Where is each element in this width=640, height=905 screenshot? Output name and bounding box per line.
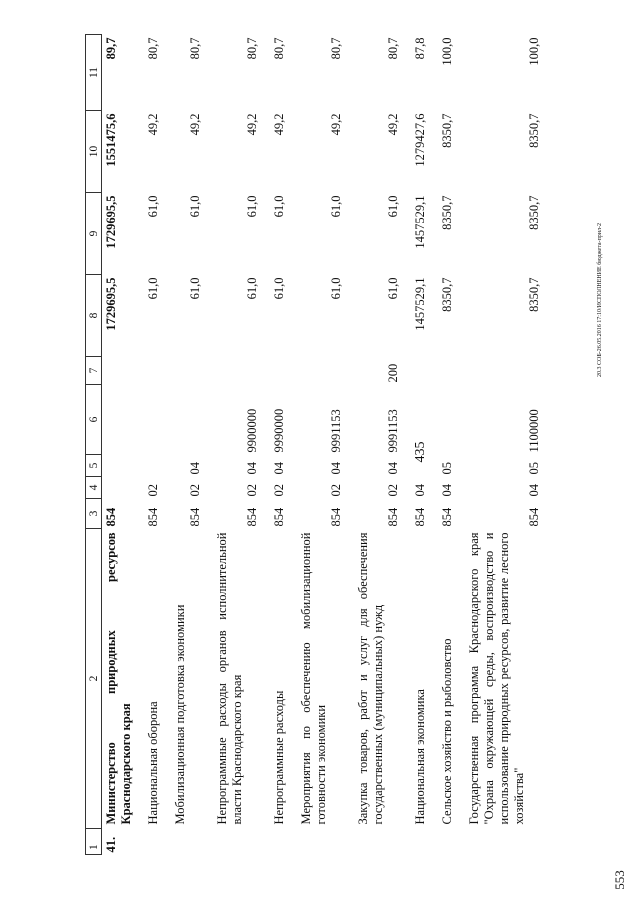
cell-subsection: 05: [527, 462, 541, 475]
cell-subsection: 04: [272, 462, 286, 475]
col-header-4: 4: [86, 477, 102, 499]
cell-ministry: 854: [329, 507, 343, 527]
cell-percent: 80,7: [386, 37, 400, 60]
col-header-7: 7: [86, 357, 102, 385]
cell-planned: 61,0: [329, 195, 343, 218]
cell-planned: 61,0: [146, 195, 160, 218]
row-name: Сельское хозяйство и рыболовство: [440, 638, 454, 825]
cell-executed: 49,2: [146, 113, 160, 136]
cell-subsection: [401, 455, 428, 477]
cell-executed: 8350,7: [440, 113, 454, 148]
cell-expense-type: [102, 357, 135, 385]
cell-target: 9991153: [329, 409, 343, 453]
row-name: Национальная оборона: [146, 701, 160, 825]
cell-percent: 80,7: [329, 37, 343, 60]
table-row: [102, 35, 135, 855]
cell-subsection: 04: [188, 462, 202, 475]
cell-percent: 80,7: [245, 37, 259, 60]
row-number: [260, 829, 287, 855]
row-number: [287, 829, 344, 855]
cell-executed: 1551475,6: [104, 113, 118, 167]
cell-section: 02: [329, 484, 343, 497]
cell-ministry: 854: [440, 507, 454, 527]
cell-section: [102, 477, 135, 499]
cell-expense-type: [287, 357, 344, 385]
row-number: [455, 829, 542, 855]
cell-section: 02: [245, 484, 259, 497]
cell-executed: 49,2: [329, 113, 343, 136]
table-row: [134, 35, 161, 855]
cell-section: 02: [272, 484, 286, 497]
cell-expense-type: [134, 357, 161, 385]
cell-percent: 100,0: [527, 37, 541, 66]
cell-approved: 61,0: [329, 277, 343, 300]
cell-subsection: 05: [440, 462, 454, 475]
row-name: Мобилизационная подготовка экономики: [173, 604, 187, 825]
cell-planned: 1729695,5: [104, 195, 118, 249]
row-number: 41.: [104, 836, 118, 853]
cell-section: 02: [386, 484, 400, 497]
cell-percent: 80,7: [188, 37, 202, 60]
cell-ministry: 854: [188, 507, 202, 527]
cell-target: [102, 385, 135, 455]
col-header-9: 9: [86, 193, 102, 275]
page-number-bottom: 553: [612, 870, 627, 890]
cell-planned: 61,0: [188, 195, 202, 218]
col-header-10: 10: [86, 111, 102, 193]
cell-planned: 61,0: [245, 195, 259, 218]
cell-subsection: 04: [245, 462, 259, 475]
table-row: [455, 35, 542, 855]
row-number: [428, 829, 455, 855]
cell-ministry: 854: [104, 507, 118, 527]
cell-expense-type: 200: [386, 363, 400, 383]
cell-executed: 49,2: [386, 113, 400, 136]
cell-target: 9991153: [386, 409, 400, 453]
table-row: [344, 35, 401, 855]
cell-expense-type: [161, 357, 203, 385]
cell-planned: 61,0: [272, 195, 286, 218]
document-code: 20.3 СОБ-26.05.2016 17:10/ИСПОЛНЕНИЕ бюджета-прил-2: [597, 223, 603, 377]
cell-percent: 80,7: [146, 37, 160, 60]
cell-target: 9900000: [245, 408, 259, 453]
cell-ministry: 854: [386, 507, 400, 527]
table-row: [260, 35, 287, 855]
cell-approved: 8350,7: [440, 277, 454, 312]
col-header-1: 1: [86, 829, 102, 855]
cell-approved: 8350,7: [527, 277, 541, 312]
col-header-2: 2: [86, 529, 102, 829]
cell-ministry: 854: [413, 507, 427, 527]
cell-target: 1100000: [527, 409, 541, 453]
cell-ministry: 854: [146, 507, 160, 527]
row-number: [203, 829, 260, 855]
col-header-3: 3: [86, 499, 102, 529]
cell-percent: 100,0: [440, 37, 454, 66]
cell-executed: 1279427,6: [413, 113, 427, 167]
row-name: Закупка товаров, работ и услуг для обеспечения государственных (муниципальных) нужд: [356, 532, 385, 825]
cell-section: 02: [188, 484, 202, 497]
col-header-6: 6: [86, 385, 102, 455]
cell-section: 04: [527, 484, 541, 497]
cell-section: 02: [146, 484, 160, 497]
cell-approved: 61,0: [188, 277, 202, 300]
cell-executed: 49,2: [188, 113, 202, 136]
row-number: [134, 829, 161, 855]
page-number-top: 435: [413, 441, 428, 463]
row-name: Мероприятия по обеспечению мобилизационной готовности экономики: [299, 532, 328, 825]
cell-subsection: 04: [386, 462, 400, 475]
cell-percent: 87,8: [413, 37, 427, 60]
cell-ministry: 854: [272, 507, 286, 527]
cell-percent: 80,7: [272, 37, 286, 60]
cell-target: [428, 385, 455, 455]
row-number: [401, 829, 428, 855]
budget-table: [85, 34, 542, 855]
table-row: [428, 35, 455, 855]
row-name: Национальная экономика: [413, 689, 427, 825]
row-name: Министерство природных ресурсов Краснодарского края: [104, 532, 133, 825]
cell-planned: 1457529,1: [413, 195, 427, 249]
row-number: [161, 829, 203, 855]
cell-section: 04: [440, 484, 454, 497]
cell-executed: 8350,7: [527, 113, 541, 148]
cell-approved: 61,0: [272, 277, 286, 300]
table-row: [401, 35, 428, 855]
cell-expense-type: [260, 357, 287, 385]
cell-target: 9990000: [272, 408, 286, 453]
table-row: [287, 35, 344, 855]
cell-approved: 61,0: [245, 277, 259, 300]
cell-expense-type: [455, 357, 542, 385]
col-header-5: 5: [86, 455, 102, 477]
cell-executed: 49,2: [272, 113, 286, 136]
cell-planned: 8350,7: [527, 195, 541, 230]
cell-expense-type: [428, 357, 455, 385]
cell-ministry: 854: [527, 507, 541, 527]
cell-subsection: 04: [329, 462, 343, 475]
header-row: [86, 35, 102, 855]
table-row: [161, 35, 203, 855]
cell-expense-type: [401, 357, 428, 385]
cell-ministry: 854: [245, 507, 259, 527]
col-header-11: 11: [86, 35, 102, 111]
cell-planned: 8350,7: [440, 195, 454, 230]
cell-expense-type: [203, 357, 260, 385]
row-number: [344, 829, 401, 855]
cell-target: [401, 385, 428, 455]
cell-approved: 1457529,1: [413, 277, 427, 331]
cell-section: 04: [413, 484, 427, 497]
row-name: Непрограммные расходы органов исполнительной власти Краснодарского края: [215, 532, 244, 825]
row-name: Государственная программа Краснодарского края "Охрана окружающей среды, воспроизводство и использование природных ресурсов, развитие лесного хозяйства": [467, 532, 526, 825]
cell-target: [134, 385, 161, 455]
col-header-8: 8: [86, 275, 102, 357]
cell-percent: 89,7: [104, 37, 118, 60]
row-name: Непрограммные расходы: [272, 690, 286, 825]
cell-planned: 61,0: [386, 195, 400, 218]
table-row: [203, 35, 260, 855]
cell-approved: 1729695,5: [104, 277, 118, 331]
cell-subsection: [134, 455, 161, 477]
cell-subsection: [102, 455, 135, 477]
cell-target: [161, 385, 203, 455]
cell-approved: 61,0: [386, 277, 400, 300]
cell-approved: 61,0: [146, 277, 160, 300]
budget-sheet: [85, 35, 590, 855]
cell-executed: 49,2: [245, 113, 259, 136]
rotated-table-frame: [85, 35, 590, 855]
